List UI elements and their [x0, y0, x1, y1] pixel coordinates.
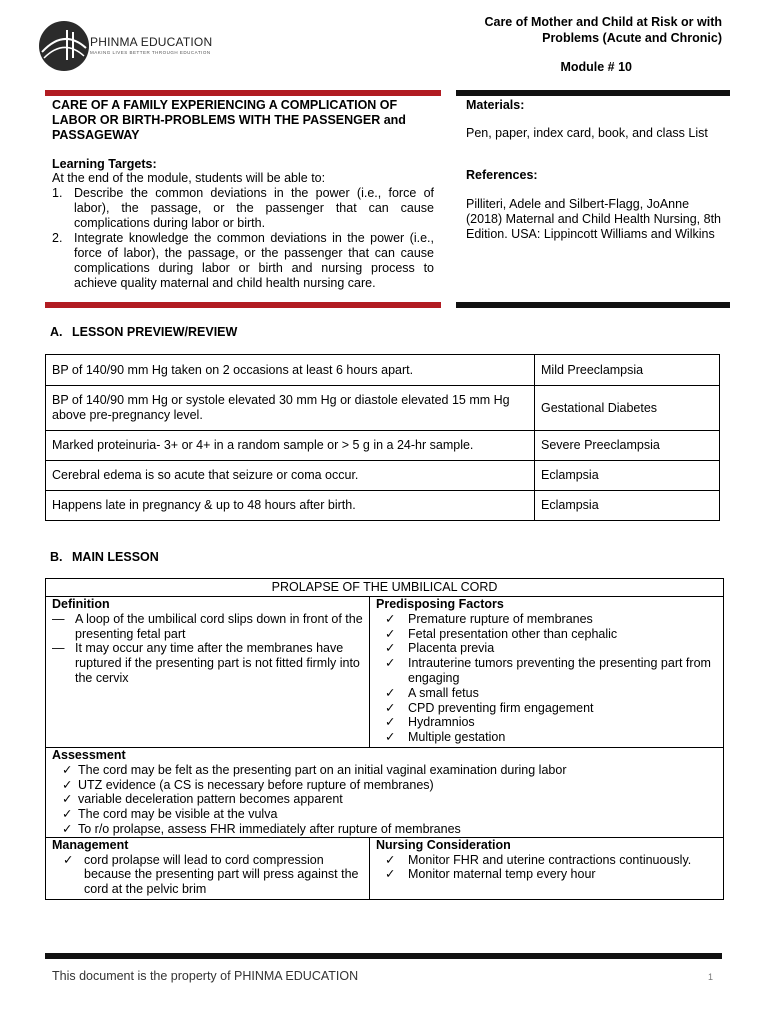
checkmark-icon: ✓ — [385, 656, 396, 671]
footer-divider-bar — [45, 953, 722, 959]
review-question: Marked proteinuria- 3+ or 4+ in a random sample or > 5 g in a 24-hr sample. — [46, 431, 535, 461]
table-row — [46, 491, 720, 521]
checkmark-icon: ✓ — [385, 700, 396, 715]
checkmark-icon: ✓ — [62, 821, 73, 836]
main-lesson-box-title: PROLAPSE OF THE UMBILICAL CORD — [46, 579, 723, 597]
checkmark-icon: ✓ — [385, 852, 396, 867]
references-text: Pilliteri, Adele and Silbert-Flagg, JoAnne (2018) Maternal and Child Health Nursing, 8th Edition. USA: Lippincott Williams and Wilkins — [466, 197, 721, 241]
checkmark-icon: ✓ — [385, 641, 396, 656]
review-answer: Eclampsia — [535, 491, 720, 521]
list-item: ✓ To r/o prolapse, assess FHR immediately after rupture of membranes — [62, 821, 461, 836]
checkmark-icon: ✓ — [62, 792, 73, 807]
materials-label: Materials: — [466, 98, 525, 112]
list-item: ✓ variable deceleration pattern becomes apparent — [62, 792, 343, 807]
list-item: ✓ A small fetus — [385, 685, 479, 700]
management-cell — [46, 838, 370, 899]
section-letter: B. — [50, 550, 63, 564]
review-question: Happens late in pregnancy & up to 48 hours after birth. — [46, 491, 535, 521]
nursing-list — [376, 853, 719, 883]
management-list — [52, 853, 365, 897]
checkmark-icon: ✓ — [385, 867, 396, 882]
list-item: ✓ Placenta previa — [385, 641, 495, 656]
learning-target-number: 1. — [52, 186, 63, 200]
table-row — [46, 355, 720, 386]
list-item: ✓ The cord may be visible at the vulva — [62, 807, 278, 822]
list-item: ✓ cord prolapse will lead to cord compression because the presenting part will press against the cord at the pelvic brim — [63, 852, 359, 897]
section-letter: A. — [50, 325, 63, 339]
checkmark-icon: ✓ — [385, 611, 396, 626]
learning-targets-list — [52, 186, 434, 291]
checkmark-icon: ✓ — [385, 715, 396, 730]
phinma-emblem-icon — [36, 18, 92, 74]
lesson-review-table — [45, 354, 720, 521]
dash-icon: — — [52, 641, 65, 656]
definition-label: Definition — [52, 597, 110, 611]
list-item: ✓ UTZ evidence (a CS is necessary before rupture of membranes) — [62, 777, 434, 792]
list-item: ✓ Premature rupture of membranes — [385, 611, 593, 626]
section-b-heading — [50, 550, 159, 564]
references-label: References: — [466, 168, 538, 182]
learning-targets-label: Learning Targets: — [52, 157, 157, 171]
review-answer: Mild Preeclampsia — [535, 355, 720, 386]
divider-bar-top-right — [456, 90, 730, 96]
checkmark-icon: ✓ — [63, 852, 74, 867]
review-question: BP of 140/90 mm Hg taken on 2 occasions at least 6 hours apart. — [46, 355, 535, 386]
section-a-heading — [50, 325, 237, 339]
list-item: ✓ The cord may be felt as the presenting part on an initial vaginal examination during labor — [62, 762, 567, 777]
table-row — [46, 461, 720, 491]
checkmark-icon: ✓ — [385, 685, 396, 700]
main-lesson-box — [45, 578, 724, 900]
page-number: 1 — [708, 972, 714, 982]
list-item: ✓ Hydramnios — [385, 715, 475, 730]
logo-tagline: MAKING LIVES BETTER THROUGH EDUCATION — [90, 50, 211, 55]
module-topic-title: CARE OF A FAMILY EXPERIENCING A COMPLICATION OF LABOR OR BIRTH-PROBLEMS WITH THE PASSENGER and PASSAGEWAY — [52, 98, 406, 142]
review-question: Cerebral edema is so acute that seizure or coma occur. — [46, 461, 535, 491]
learning-target-text: Integrate knowledge the common deviations in the power (i.e., force of labor), the passage, or the passenger that can cause complications during labor or birth and nursing process to achieve quality maternal and child health nursing care. — [74, 231, 434, 290]
table-row — [46, 386, 720, 431]
assessment-row — [46, 748, 723, 838]
definition-predisposing-row — [46, 597, 723, 748]
review-answer: Gestational Diabetes — [535, 386, 720, 431]
divider-bar-mid-right — [456, 302, 730, 308]
learning-targets-intro: At the end of the module, students will be able to: — [52, 171, 326, 185]
checkmark-icon: ✓ — [385, 730, 396, 745]
footer-text: This document is the property of PHINMA EDUCATION — [52, 969, 359, 983]
learning-target-text: Describe the common deviations in the power (i.e., force of labor), the passage, or the passenger that can cause complications during labor or birth. — [74, 186, 434, 230]
learning-target-item — [52, 186, 434, 231]
assessment-list — [52, 763, 717, 837]
learning-target-number: 2. — [52, 231, 63, 245]
logo-name: PHINMA EDUCATION — [90, 35, 213, 49]
assessment-cell — [46, 748, 723, 837]
list-item: ✓ Monitor maternal temp every hour — [385, 867, 596, 882]
list-item: ✓ CPD preventing firm engagement — [385, 700, 594, 715]
list-item: ✓ Intrauterine tumors preventing the presenting part from engaging — [385, 656, 711, 685]
checkmark-icon: ✓ — [62, 807, 73, 822]
materials-text: Pen, paper, index card, book, and class List — [466, 126, 708, 140]
review-question: BP of 140/90 mm Hg or systole elevated 30 mm Hg or diastole elevated 15 mm Hg above pre-pregnancy level. — [46, 386, 535, 431]
table-row — [46, 431, 720, 461]
module-number: Module # 10 — [560, 60, 632, 74]
dash-icon: — — [52, 611, 65, 626]
list-item: ✓ Multiple gestation — [385, 730, 506, 745]
definition-list — [52, 612, 365, 686]
learning-target-item — [52, 231, 434, 291]
list-item: ✓ Fetal presentation other than cephalic — [385, 626, 618, 641]
checkmark-icon: ✓ — [62, 777, 73, 792]
section-title: LESSON PREVIEW/REVIEW — [72, 325, 238, 339]
divider-bar-mid-left — [45, 302, 441, 308]
management-nursing-row — [46, 838, 723, 899]
divider-bar-top-left — [45, 90, 441, 96]
checkmark-icon: ✓ — [385, 626, 396, 641]
predisposing-cell — [370, 597, 723, 747]
nursing-label: Nursing Consideration — [376, 837, 511, 852]
review-answer: Severe Preeclampsia — [535, 431, 720, 461]
list-item: — It may occur any time after the membranes have ruptured if the presenting part is not fitted firmly into the cervix — [52, 641, 360, 685]
nursing-cell — [370, 838, 723, 899]
management-label: Management — [52, 837, 129, 852]
section-title: MAIN LESSON — [72, 550, 159, 564]
course-title: Care of Mother and Child at Risk or with Problems (Acute and Chronic) — [484, 15, 722, 45]
assessment-label: Assessment — [52, 747, 126, 762]
predisposing-list — [376, 612, 719, 745]
list-item: ✓ Monitor FHR and uterine contractions continuously. — [385, 852, 692, 867]
review-answer: Eclampsia — [535, 461, 720, 491]
checkmark-icon: ✓ — [62, 762, 73, 777]
definition-cell — [46, 597, 370, 747]
list-item: — A loop of the umbilical cord slips down in front of the presenting fetal part — [52, 611, 363, 641]
predisposing-label: Predisposing Factors — [376, 597, 504, 611]
